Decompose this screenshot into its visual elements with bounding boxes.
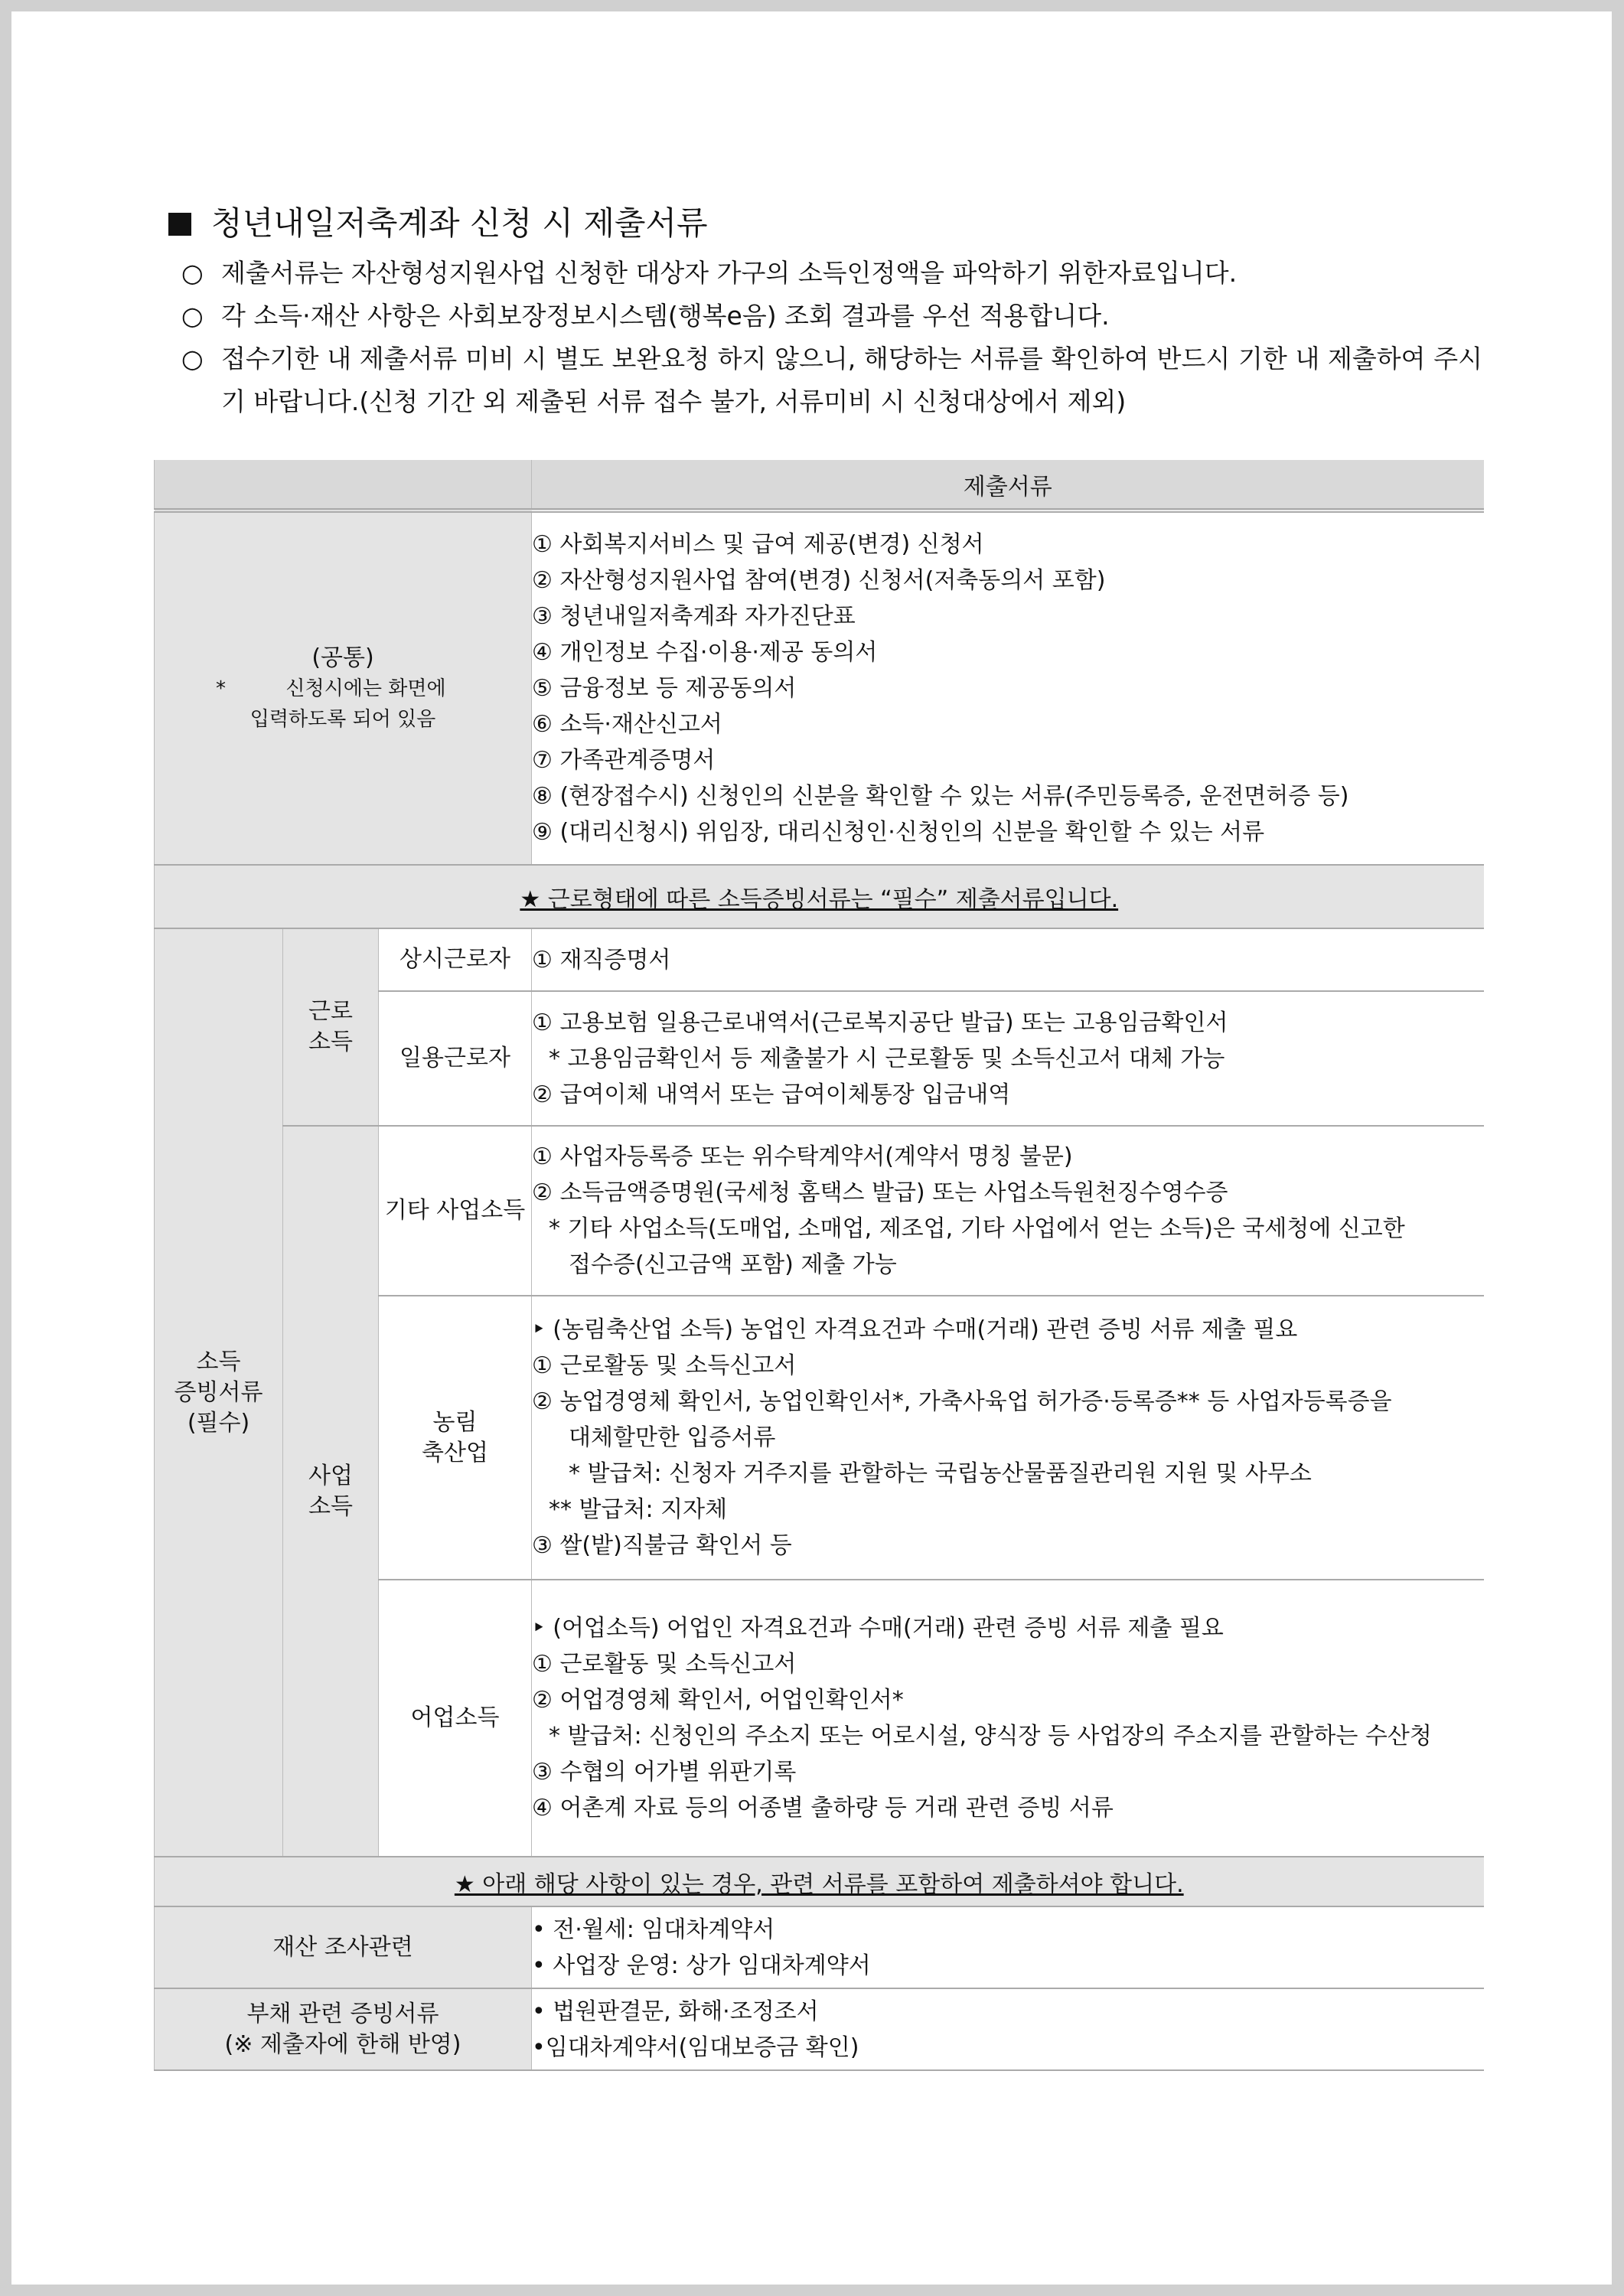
bullet-item: [181, 252, 1482, 295]
regular-worker-docs: [532, 928, 1484, 991]
document-item: ④ 어촌계 자료 등의 어종별 출하량 등 거래 관련 증빙 서류: [532, 1795, 1114, 1821]
notice-row: [155, 865, 1484, 928]
property-label: 재산 조사관련: [155, 1906, 532, 1988]
regular-worker-label: 상시근로자: [379, 928, 532, 991]
document-item: ① 근로활동 및 소득신고서: [532, 1352, 797, 1379]
label-line: (필수): [187, 1409, 250, 1437]
notice-row-2: [155, 1857, 1484, 1906]
debt-label: [155, 1988, 532, 2070]
title-text: 청년내일저축계좌 신청 시 제출서류: [211, 204, 708, 242]
property-docs: [532, 1906, 1484, 1988]
document-item: • 사업장 운영: 상가 임대차계약서: [532, 1952, 871, 1979]
documents-table: [154, 460, 1484, 2071]
label-line: 사업: [308, 1462, 353, 1489]
document-item: 대체할만한 입증서류: [569, 1424, 776, 1451]
labor-income-label-cell: [283, 928, 379, 1126]
daily-worker-label: 일용근로자: [379, 991, 532, 1126]
debt-row: [155, 1988, 1484, 2070]
note-line: 입력하도록 되어 있음: [249, 707, 436, 731]
income-proof-label-cell: [155, 928, 283, 1857]
header-documents: 제출서류: [532, 460, 1484, 510]
business-income-label-cell: [283, 1126, 379, 1857]
label-line: 증빙서류: [174, 1378, 263, 1406]
square-bullet-icon: [168, 213, 191, 236]
notice-text: ★ 아래 해당 사항이 있는 경우, 관련 서류를 포함하여 제출하셔야 합니다.: [454, 1870, 1184, 1898]
notice-additional: [155, 1857, 1484, 1906]
document-item: ⑦ 가족관계증명서: [532, 747, 716, 774]
document-item: ② 어업경영체 확인서, 어업인확인서*: [532, 1687, 904, 1714]
label-line: 부채 관련 증빙서류: [246, 2000, 439, 2027]
document-item: ** 발급처: 지자체: [549, 1496, 728, 1523]
label-line: 소득: [308, 1029, 353, 1055]
bullet-item: [181, 295, 1482, 338]
document-item: ① 근로활동 및 소득신고서: [532, 1651, 797, 1678]
farm-label: [379, 1296, 532, 1580]
common-row: [155, 510, 1484, 865]
document-item: ③ 쌀(밭)직불금 확인서 등: [532, 1532, 792, 1559]
header-blank-cell: [155, 460, 532, 510]
bullet-text: 제출서류는 자산형성지원사업 신청한 대상자 가구의 소득인정액을 파악하기 위한자료입니다.: [221, 258, 1238, 288]
property-row: [155, 1906, 1484, 1988]
document-item: •임대차계약서(임대보증금 확인): [532, 2033, 859, 2061]
document-item: * 고용임금확인서 등 제출불가 시 근로활동 및 소득신고서 대체 가능: [549, 1045, 1225, 1072]
document-item: ⑥ 소득·재산신고서: [532, 711, 722, 738]
document-item: ① 고용보험 일용근로내역서(근로복지공단 발급) 또는 고용임금확인서: [532, 1009, 1228, 1036]
notice-text: ★ 근로형태에 따른 소득증빙서류는 “필수” 제출서류입니다.: [520, 885, 1119, 913]
document-item: ② 농업경영체 확인서, 농업인확인서*, 가축사육업 허가증·등록증** 등 사업자등록증을: [532, 1388, 1392, 1415]
document-item: ① 재직증명서: [532, 946, 671, 974]
document-item: ‣ (어업소득) 어업인 자격요건과 수매(거래) 관련 증빙 서류 제출 필요: [532, 1615, 1224, 1642]
document-item: ② 급여이체 내역서 또는 급여이체통장 입금내역: [532, 1081, 1011, 1108]
bullet-text: 각 소득·재산 사항은 사회보장정보시스템(행복e음) 조회 결과를 우선 적용합니다.: [221, 301, 1110, 331]
debt-docs: [532, 1988, 1484, 2070]
common-docs-cell: [532, 510, 1484, 865]
label-line: 소득: [196, 1348, 241, 1375]
fishery-docs: [532, 1580, 1484, 1857]
regular-worker-row: [155, 928, 1484, 991]
document-item: * 기타 사업소득(도매업, 소매업, 제조업, 기타 사업에서 얻는 소득)은 국세청에 신고한: [549, 1215, 1405, 1242]
document-item: • 법원판결문, 화해·조정조서: [532, 1998, 819, 2025]
circle-bullet-icon: ○: [181, 344, 204, 373]
document-item: ③ 수협의 어가별 위판기록: [532, 1759, 797, 1786]
common-label: (공통): [311, 644, 374, 671]
document-item: * 발급처: 신청자 거주지를 관할하는 국립농산물품질관리원 지원 및 사무소: [569, 1460, 1312, 1487]
farm-docs: [532, 1296, 1484, 1580]
document-item: * 발급처: 신청인의 주소지 또는 어로시설, 양식장 등 사업장의 주소지를 관할하는 수산청: [549, 1723, 1432, 1750]
bullet-text: 접수기한 내 제출서류 미비 시 별도 보완요청 하지 않으니, 해당하는 서류를 확인하여 반드시 기한 내 제출하여 주시기 바랍니다.(신청 기간 외 제출된 서류 접수 불가, 서류미비 시 신청대상에서 제외): [221, 344, 1482, 416]
document-item: ④ 개인정보 수집·이용·제공 동의서: [532, 639, 878, 666]
document-item: ② 소득금액증명원(국세청 홈택스 발급) 또는 사업소득원천징수영수증: [532, 1179, 1228, 1206]
document-item: ⑨ (대리신청시) 위임장, 대리신청인·신청인의 신분을 확인할 수 있는 서류: [532, 819, 1265, 846]
other-business-label: 기타 사업소득: [379, 1126, 532, 1296]
label-line: 소득: [308, 1492, 353, 1520]
document-item: ③ 청년내일저축계좌 자가진단표: [532, 603, 856, 630]
notice-required: [155, 865, 1484, 928]
circle-bullet-icon: ○: [181, 258, 204, 288]
label-line: 축산업: [422, 1439, 488, 1466]
table-header-row: [155, 460, 1484, 510]
note-star: *: [216, 677, 226, 700]
circle-bullet-icon: ○: [181, 301, 204, 331]
document-item: • 전·월세: 임대차계약서: [532, 1916, 775, 1943]
label-line: 근로: [308, 998, 353, 1025]
document-item: ② 자산형성지원사업 참여(변경) 신청서(저축동의서 포함): [532, 567, 1106, 594]
document-item: ‣ (농림축산업 소득) 농업인 자격요건과 수매(거래) 관련 증빙 서류 제출 필요: [532, 1316, 1298, 1343]
document-title: [168, 198, 708, 244]
document-item: ⑧ (현장접수시) 신청인의 신분을 확인할 수 있는 서류(주민등록증, 운전면허증 등): [532, 783, 1349, 810]
document-item: 접수증(신고금액 포함) 제출 가능: [569, 1251, 897, 1278]
other-business-row: [155, 1126, 1484, 1296]
intro-bullets: [181, 252, 1482, 423]
document-item: ① 사업자등록증 또는 위수탁계약서(계약서 명칭 불문): [532, 1143, 1073, 1170]
fishery-label: 어업소득: [379, 1580, 532, 1857]
note-line: 신청시에는 화면에: [285, 677, 446, 700]
common-note: [155, 673, 531, 704]
document-item: ① 사회복지서비스 및 급여 제공(변경) 신청서: [532, 531, 984, 558]
bullet-item: [181, 338, 1482, 423]
other-business-docs: [532, 1126, 1484, 1296]
label-line: (※ 제출자에 한해 반영): [224, 2030, 461, 2058]
common-label-cell: [155, 510, 532, 865]
document-item: ⑤ 금융정보 등 제공동의서: [532, 675, 797, 702]
daily-worker-docs: [532, 991, 1484, 1126]
label-line: 농림: [432, 1408, 478, 1436]
